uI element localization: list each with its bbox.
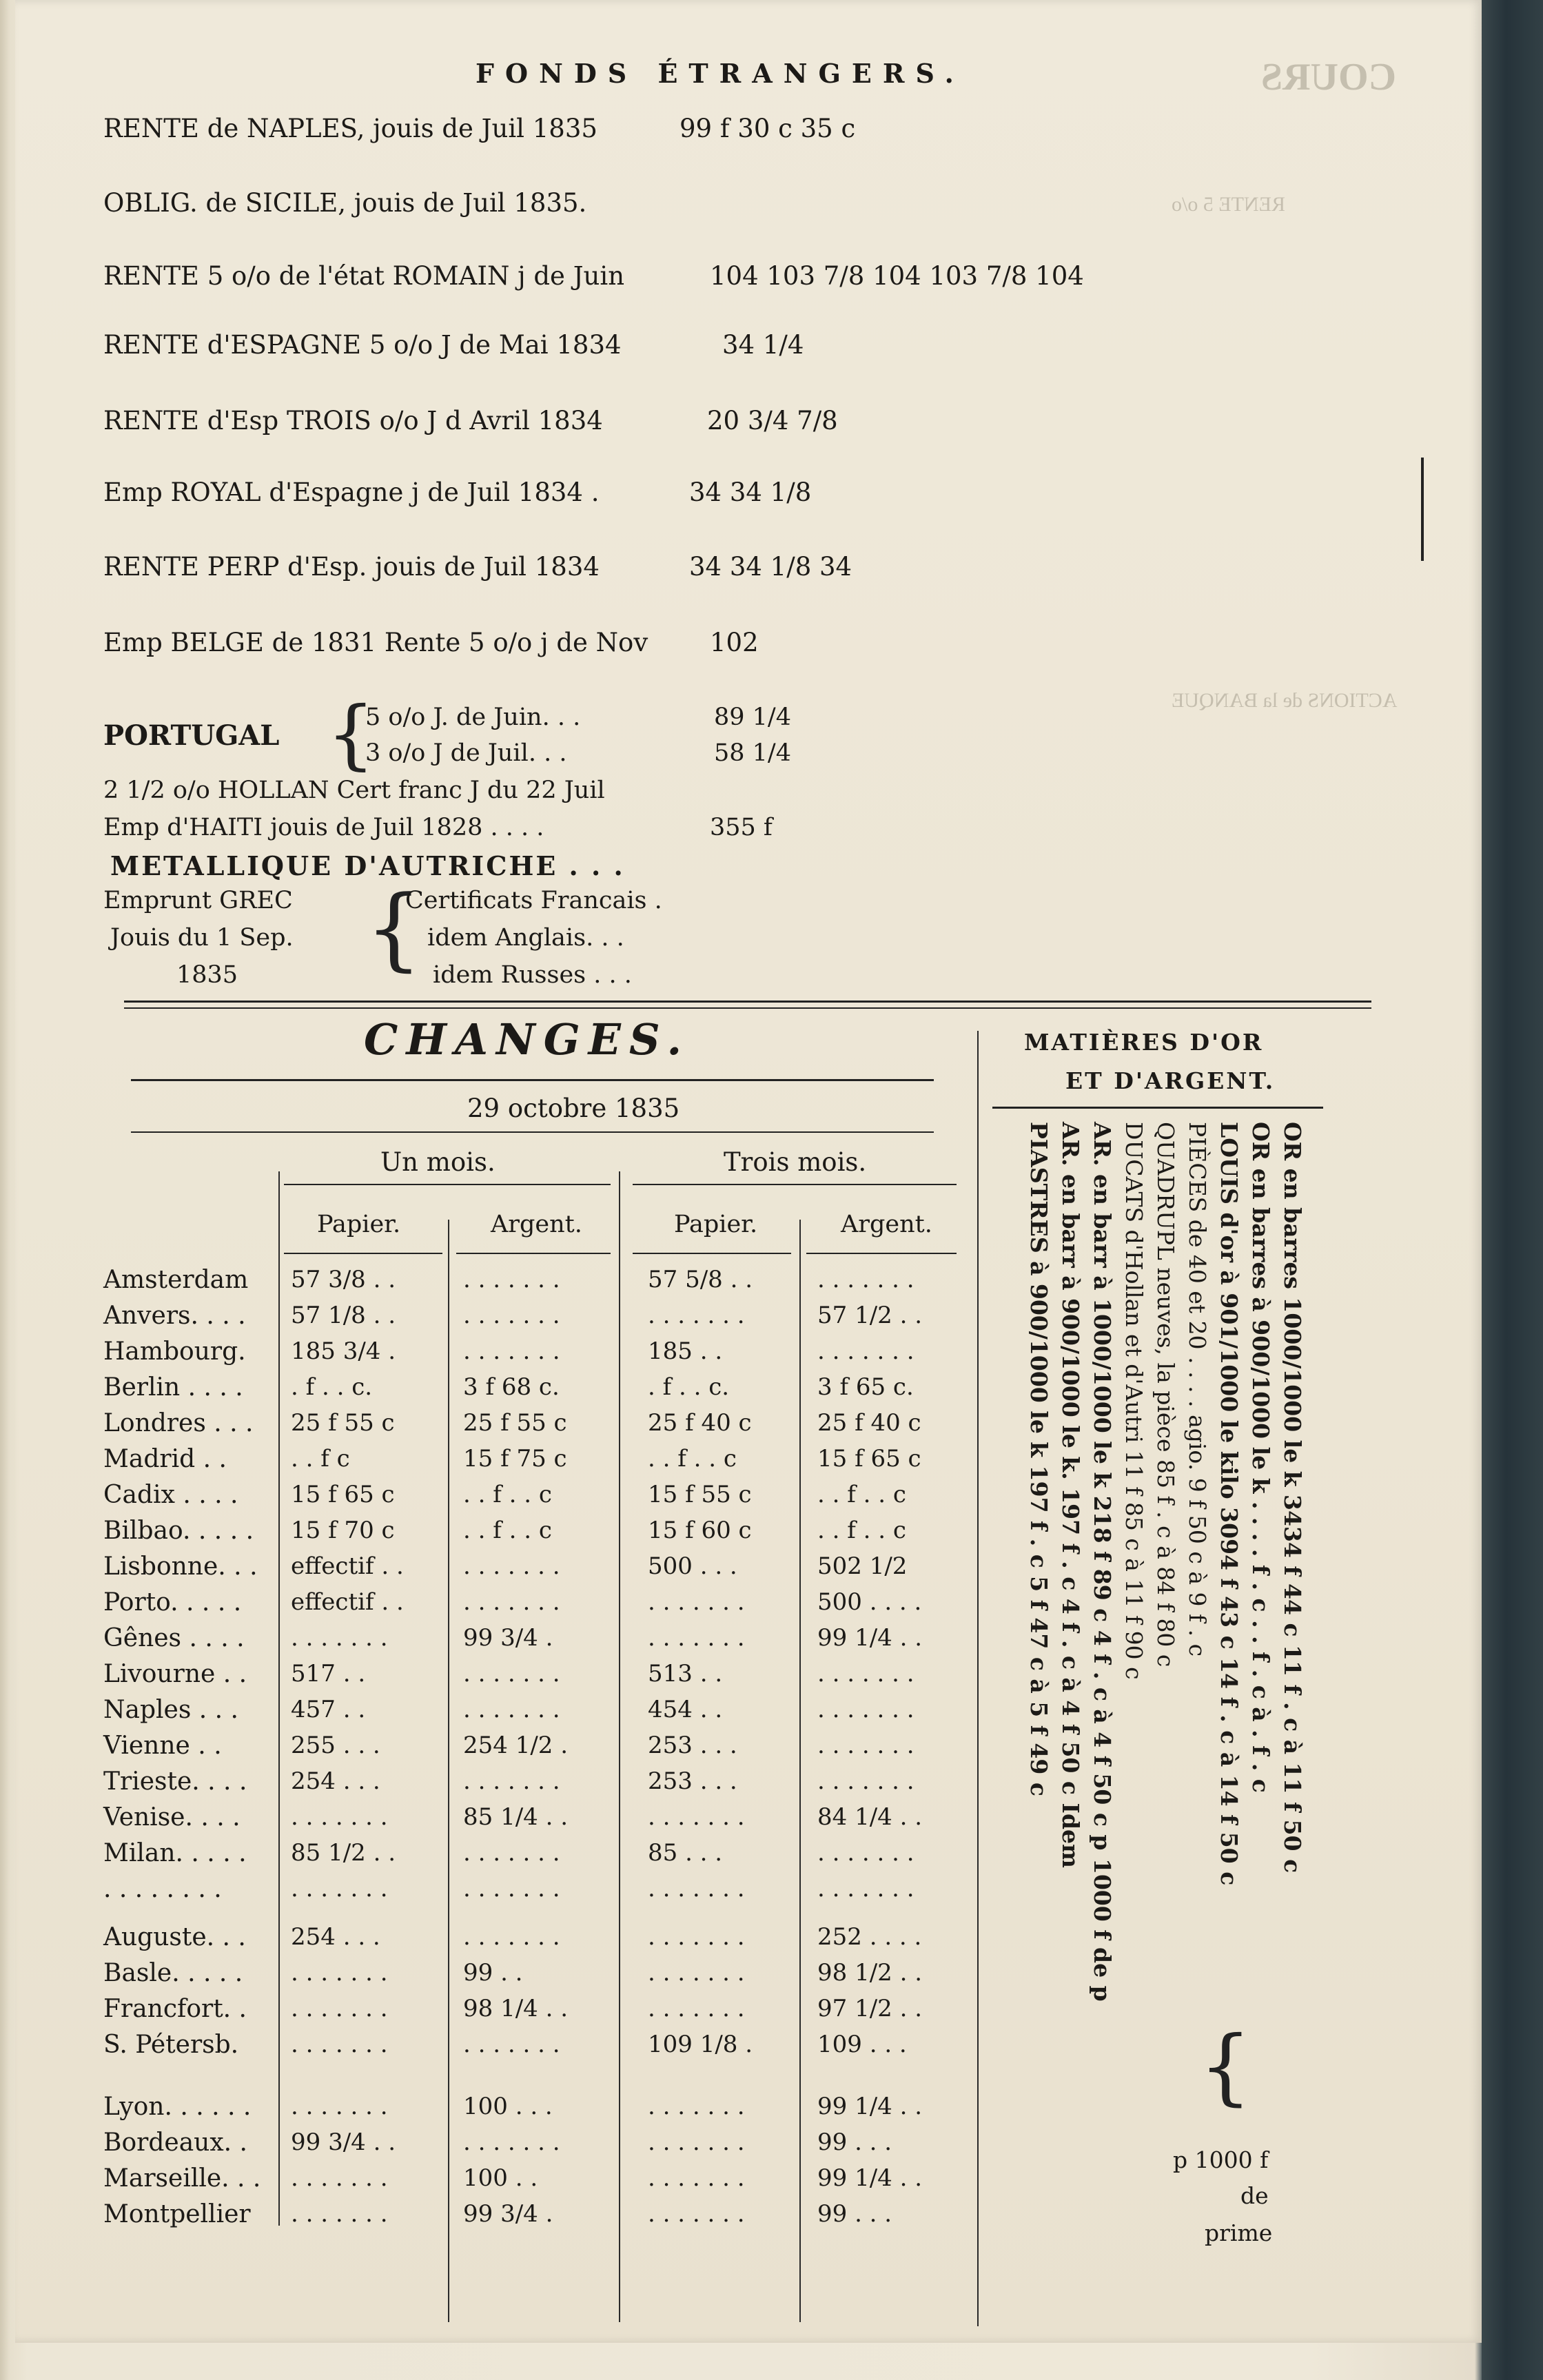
matieres-rule [992,1107,1323,1109]
fonds-row-label: RENTE d'ESPAGNE 5 o/o J de Mai 1834 [103,330,622,360]
changes-cell: 15 f 75 c [463,1445,567,1473]
hollan-line: 2 1/2 o/o HOLLAN Cert franc J du 22 Juil [103,777,605,804]
changes-city: Anvers. . . . [103,1302,246,1330]
column-rule [977,1031,979,2326]
fonds-row-label: Emp ROYAL d'Espagne j de Juil 1834 . [103,478,600,507]
changes-city: Amsterdam [103,1266,249,1294]
portugal-label: PORTUGAL [103,719,280,752]
changes-city: Montpellier [103,2200,251,2228]
changes-cell: . . . . . . . [463,1337,560,1365]
show-through: ACTIONS de la BANQUE [1172,689,1398,712]
grec-left: Jouis du 1 Sep. [110,924,294,952]
changes-cell: 97 1/2 . . [817,1995,923,2022]
changes-rule [131,1079,934,1081]
changes-cell: . . . . . . . [463,1923,560,1951]
changes-cell: 84 1/4 . . [817,1803,923,1831]
changes-cell: 99 1/4 . . [817,2164,923,2192]
column-rule [278,1171,280,2226]
matieres-line: AR. en barr à 900/1000 le k. 197 f . c 4 f . c à 4 f 50 c Idem [1057,1122,1084,1868]
changes-city: Gênes . . . . [103,1624,245,1652]
fonds-row-value: 34 34 1/8 34 [689,552,852,582]
changes-cell: . . . . . . . [291,1995,388,2022]
changes-city: Porto. . . . . [103,1588,242,1617]
metallique-line: METALLIQUE D'AUTRICHE . . . [110,850,625,881]
changes-cell: 100 . . [463,2164,538,2192]
haiti-value: 355 f [710,814,773,841]
changes-cell: 3 f 68 c. [463,1373,560,1401]
changes-city: Bilbao. . . . . [103,1517,254,1545]
changes-cell: 85 . . . [648,1839,723,1867]
changes-cell: 502 1/2 [817,1552,908,1580]
changes-cell: . . . . . . . [817,1839,914,1867]
changes-city: Vienne . . [103,1732,222,1760]
changes-cell: 99 3/4 . . [291,2128,396,2156]
fonds-row-value: 102 [710,628,759,657]
changes-cell: 57 5/8 . . [648,1266,753,1293]
changes-cell: 500 . . . . [817,1588,922,1616]
changes-cell: 85 1/2 . . [291,1839,396,1867]
changes-cell: . . . . . . . [648,2200,745,2228]
changes-cell: . . . . . . . [463,1552,560,1580]
changes-cell: 457 . . [291,1696,366,1723]
column-rule [799,1220,801,2322]
changes-cell: 255 . . . [291,1732,380,1759]
changes-city: Naples . . . [103,1696,238,1724]
changes-cell: . . f . . c [463,1481,552,1508]
changes-cell: . . . . . . . [817,1337,914,1365]
changes-city: Berlin . . . . [103,1373,243,1402]
grec-left: 1835 [176,961,238,989]
changes-cell: . . . . . . . [463,1660,560,1687]
changes-city: Marseille. . . [103,2164,261,2193]
changes-cell: effectif . . [291,1588,404,1616]
changes-cell: . . . . . . . [463,1302,560,1329]
changes-cell: 98 1/2 . . [817,1959,923,1987]
changes-city: Londres . . . [103,1409,254,1437]
changes-cell: 15 f 65 c [817,1445,921,1473]
fonds-row-label: Emp BELGE de 1831 Rente 5 o/o j de Nov [103,628,648,657]
changes-cell: . . . . . . . [291,1624,388,1652]
changes-cell: 253 . . . [648,1767,737,1795]
changes-cell: 99 3/4 . [463,1624,553,1652]
changes-city: Basle. . . . . [103,1959,243,1987]
changes-cell: . . . . . . . [648,1803,745,1831]
portugal-line: 5 o/o J. de Juin. . . [365,704,581,731]
changes-cell: . . . . . . . [648,1588,745,1616]
portugal-value: 89 1/4 [714,704,791,731]
changes-cell: . . . . . . . [648,1624,745,1652]
haiti-label: Emp d'HAITI jouis de Juil 1828 . . . . [103,814,544,841]
changes-cell: 109 1/8 . [648,2031,753,2058]
changes-cell: 99 . . . [817,2200,892,2228]
fonds-title: FONDS ÉTRANGERS. [476,58,965,89]
fonds-row-value: 20 3/4 7/8 [707,406,838,435]
changes-cell: 3 f 65 c. [817,1373,914,1401]
grec-right: Certificats Francais . [405,887,662,914]
changes-cell: 25 f 40 c [817,1409,921,1437]
matieres-line: PIÈCES de 40 et 20 . . . . agio. 9 f 50 c à 9 f . c [1184,1122,1211,1657]
changes-cell: . . . . . . . [291,2164,388,2192]
matieres-title: ET D'ARGENT. [1065,1067,1276,1094]
matieres-line: QUADRUPL neuves, la pièce 85 f . c à 84 f 80 c [1152,1122,1179,1668]
changes-cell: . . . . . . . [817,1696,914,1723]
fonds-row-value: 99 f 30 c 35 c [679,114,856,143]
col-papier: Papier. [317,1211,401,1238]
fonds-row-value: 34 1/4 [722,330,804,360]
changes-cell: . . f . . c [817,1481,906,1508]
changes-city: Hambourg. [103,1337,246,1366]
changes-cell: . . f . . c [648,1445,737,1473]
fonds-row-label: RENTE PERP d'Esp. jouis de Juil 1834 [103,552,600,582]
changes-city: Milan. . . . . [103,1839,247,1867]
show-through: COURS [1261,56,1397,99]
matieres-line: DUCATS d'Hollan et d'Autri 11 f 85 c à 11 f 90 c [1121,1122,1147,1680]
changes-cell: . . . . . . . [291,2093,388,2120]
changes-cell: . f . . c. [291,1373,373,1401]
changes-city: Lisbonne. . . [103,1552,258,1581]
changes-cell: . . . . . . . [648,1302,745,1329]
changes-cell: . . . . . . . [463,1839,560,1867]
matieres-line: AR. en barr à 1000/1000 le k 218 f 89 c 4 f . c à 4 f 50 c p 1000 f de p [1089,1122,1116,2002]
grec-right: idem Anglais. . . [427,924,624,952]
changes-cell: 25 f 55 c [291,1409,395,1437]
changes-cell: 252 . . . . [817,1923,922,1951]
changes-cell: . . . . . . . [463,2128,560,2156]
changes-city: Francfort. . [103,1995,247,2023]
column-rule [619,1171,620,2322]
changes-cell: . . . . . . . [291,1959,388,1987]
changes-cell: . . f c [291,1445,350,1473]
changes-cell: 454 . . [648,1696,723,1723]
col-rule [456,1253,611,1254]
prime-text: prime [1205,2219,1273,2246]
column-rule [448,1220,449,2322]
changes-cell: 99 3/4 . [463,2200,553,2228]
changes-cell: 254 . . . [291,1767,380,1795]
changes-city: Trieste. . . . [103,1767,247,1796]
changes-cell: 253 . . . [648,1732,737,1759]
col-rule [284,1253,442,1254]
margin-mark [1421,458,1424,561]
portugal-value: 58 1/4 [714,739,791,767]
fonds-row-value: 34 34 1/8 [689,478,812,507]
fonds-row-label: RENTE de NAPLES, jouis de Juil 1835 [103,114,597,143]
changes-cell: 25 f 55 c [463,1409,567,1437]
changes-cell: . . . . . . . [463,1875,560,1902]
changes-cell: . . . . . . . [463,1588,560,1616]
changes-city: Cadix . . . . [103,1481,238,1509]
fonds-row-label: OBLIG. de SICILE, jouis de Juil 1835. [103,188,587,218]
matieres-line: PIASTRES à 900/1000 le k 197 f . c 5 f 47 c à 5 f 49 c [1025,1122,1052,1796]
grec-left: Emprunt GREC [103,887,293,914]
changes-cell: . . . . . . . [291,1875,388,1902]
portugal-line: 3 o/o J de Juil. . . [365,739,567,767]
changes-cell: . . . . . . . [291,2031,388,2058]
changes-cell: . . . . . . . [817,1266,914,1293]
changes-cell: 57 1/2 . . [817,1302,923,1329]
col-rule [806,1253,957,1254]
changes-cell: 517 . . [291,1660,366,1687]
grec-right: idem Russes . . . [433,961,632,989]
changes-cell: . . . . . . . [463,1266,560,1293]
changes-cell: . . . . . . . [463,2031,560,2058]
changes-city: Venise. . . . [103,1803,241,1832]
changes-cell: 15 f 70 c [291,1517,395,1544]
fonds-row-label: RENTE d'Esp TROIS o/o J d Avril 1834 [103,406,603,435]
changes-cell: 185 . . [648,1337,723,1365]
matieres-line: LOUIS d'or à 901/1000 le kilo 3094 f 43 c 14 f . c à 14 f 50 c [1216,1122,1243,1886]
fonds-row-label: RENTE 5 o/o de l'état ROMAIN j de Juin [103,261,625,291]
changes-city: Madrid . . [103,1445,227,1473]
changes-cell: 25 f 40 c [648,1409,752,1437]
brace: { [327,690,375,778]
changes-cell: 100 . . . [463,2093,553,2120]
changes-city: S. Pétersb. [103,2031,239,2059]
show-through: RENTE 5 o/o [1172,193,1285,216]
changes-cell: . . . . . . . [817,1767,914,1795]
group-rule [284,1184,611,1185]
changes-cell: 185 3/4 . [291,1337,396,1365]
changes-cell: 513 . . [648,1660,723,1687]
changes-cell: 15 f 60 c [648,1517,752,1544]
changes-cell: effectif . . [291,1552,404,1580]
prime-text: de [1240,2182,1269,2209]
changes-cell: . . f . . c [817,1517,906,1544]
changes-city: Bordeaux. . [103,2128,247,2157]
changes-cell: 57 3/8 . . [291,1266,396,1293]
col-papier: Papier. [674,1211,758,1238]
col-argent: Argent. [841,1211,932,1238]
changes-cell: . . . . . . . [291,2200,388,2228]
changes-cell: . . . . . . . [648,1959,745,1987]
section-rule [124,1001,1371,1003]
changes-cell: 57 1/8 . . [291,1302,396,1329]
section-rule [124,1007,1371,1009]
matieres-title: MATIÈRES D'OR [1024,1029,1264,1056]
changes-date: 29 octobre 1835 [467,1094,680,1123]
matieres-line: OR en barres à 900/1000 le k . . . . f . c . . f . c à . f . c [1247,1122,1274,1793]
changes-cell: 85 1/4 . . [463,1803,569,1831]
changes-cell: . . . . . . . [648,2164,745,2192]
changes-cell: . f . . c. [648,1373,730,1401]
changes-cell: . . . . . . . [817,1732,914,1759]
changes-cell: 15 f 55 c [648,1481,752,1508]
changes-cell: . . . . . . . [648,1875,745,1902]
changes-cell: . . . . . . . [817,1875,914,1902]
changes-cell: 15 f 65 c [291,1481,395,1508]
changes-city: Auguste. . . [103,1923,246,1951]
changes-cell: . . . . . . . [648,2093,745,2120]
changes-rule [131,1131,934,1133]
changes-cell: 99 . . [463,1959,523,1987]
changes-cell: . . . . . . . [463,1767,560,1795]
brace: { [365,876,422,981]
changes-title: CHANGES. [364,1014,691,1065]
changes-cell: 99 1/4 . . [817,2093,923,2120]
matieres-line: OR en barres 1000/1000 le k 3434 f 44 c 11 f . c à 11 f 50 c [1279,1122,1306,1874]
changes-cell: 99 1/4 . . [817,1624,923,1652]
changes-cell: . . . . . . . [648,2128,745,2156]
changes-cell: . . f . . c [463,1517,552,1544]
changes-city: Lyon. . . . . . [103,2093,252,2121]
brace: { [1199,2019,1252,2115]
prime-text: p 1000 f [1173,2146,1269,2173]
changes-cell: 109 . . . [817,2031,907,2058]
changes-cell: . . . . . . . [291,1803,388,1831]
fonds-row-value: 104 103 7/8 104 103 7/8 104 [710,261,1084,291]
changes-cell: . . . . . . . [648,1923,745,1951]
changes-cell: . . . . . . . [817,1660,914,1687]
changes-city: . . . . . . . . [103,1875,222,1903]
changes-cell: 500 . . . [648,1552,737,1580]
changes-cell: 98 1/4 . . [463,1995,569,2022]
changes-city: Livourne . . [103,1660,247,1688]
col-rule [633,1253,791,1254]
changes-cell: 254 . . . [291,1923,380,1951]
group-un-mois: Un mois. [380,1147,495,1177]
group-rule [633,1184,957,1185]
changes-cell: 254 1/2 . [463,1732,569,1759]
changes-cell: 99 . . . [817,2128,892,2156]
changes-cell: . . . . . . . [648,1995,745,2022]
col-argent: Argent. [491,1211,582,1238]
group-trois-mois: Trois mois. [724,1147,867,1177]
changes-cell: . . . . . . . [463,1696,560,1723]
book-binding [1482,0,1543,2380]
